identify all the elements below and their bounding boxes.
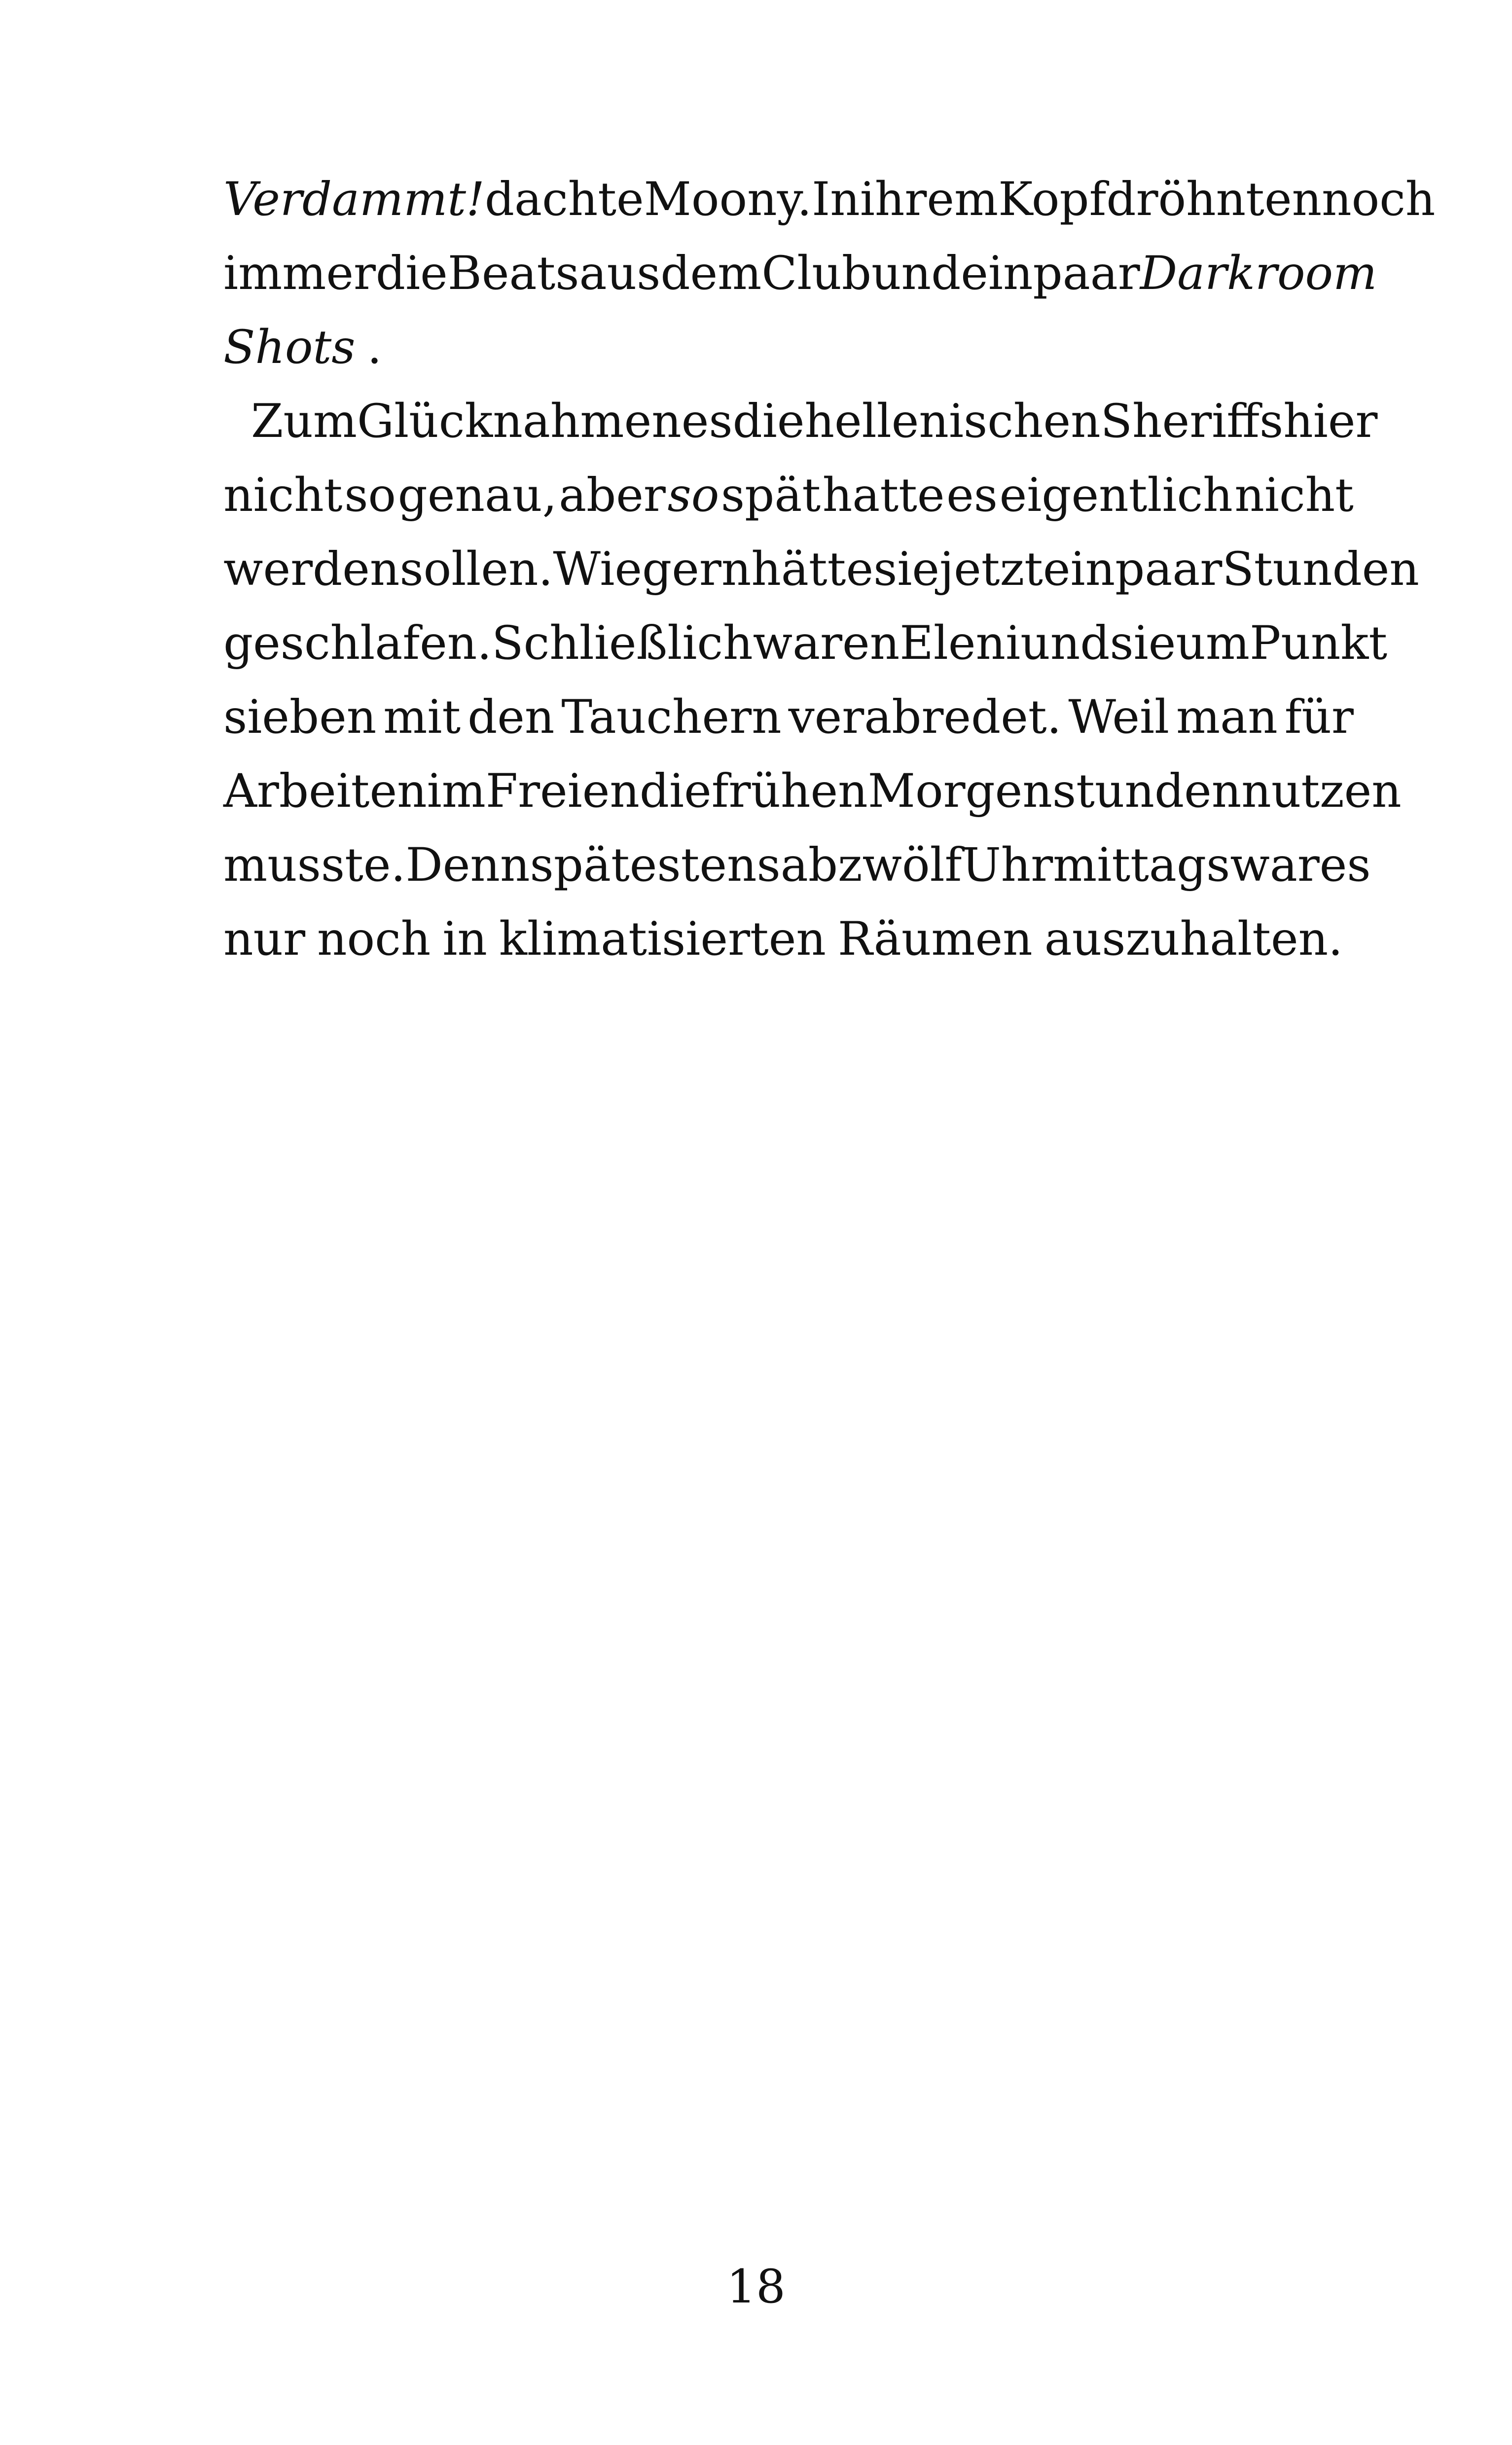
text-line (223, 311, 1354, 385)
word: spätestens (530, 838, 781, 892)
word: gern (642, 542, 752, 596)
word: Denn (405, 838, 530, 892)
word: ein (961, 247, 1033, 300)
word: frühen (711, 764, 868, 818)
word: es (1319, 838, 1371, 892)
word: und (1020, 616, 1110, 670)
word: sie (873, 542, 940, 596)
word: dröhnten (1106, 173, 1322, 226)
word: Zum (251, 395, 357, 448)
word: In (812, 173, 860, 226)
word: hätte (751, 542, 874, 596)
word: waren (753, 616, 900, 670)
word: mittags (1053, 838, 1230, 892)
page-number: 18 (726, 2260, 786, 2314)
word: immer (223, 247, 376, 300)
word: Club (761, 247, 872, 300)
word: so (344, 468, 396, 522)
word: um (1176, 616, 1250, 670)
word: und (871, 247, 961, 300)
word: sollen. (399, 542, 553, 596)
text-line (223, 828, 1371, 902)
word: Eleni (900, 616, 1021, 670)
word: hellenischen (804, 395, 1101, 448)
word: aber (559, 468, 666, 522)
word: im (427, 764, 486, 818)
word: hatte (822, 468, 945, 522)
word: die (639, 764, 712, 818)
word: nicht (1234, 468, 1354, 522)
word: jetzt (939, 542, 1043, 596)
text-line (223, 459, 1354, 533)
word: für (1284, 690, 1354, 744)
word: Uhr (962, 838, 1053, 892)
word: hier (1283, 395, 1378, 448)
word: ein (1043, 542, 1116, 596)
word-group (223, 311, 382, 385)
text-line (223, 755, 1402, 828)
word: verabredet. (788, 690, 1062, 744)
word: mit (383, 690, 461, 744)
word: dem (660, 247, 762, 300)
text-line (223, 237, 1377, 311)
word: die (375, 247, 448, 300)
word: nahmen (493, 395, 682, 448)
word: Sheriffs (1100, 395, 1284, 448)
word: dachte (484, 173, 644, 226)
word: sieben (223, 690, 377, 744)
word: Tauchern (561, 690, 782, 744)
punctuation: . (367, 321, 382, 374)
word: aus (579, 247, 661, 300)
word: spät (720, 468, 821, 522)
word: geschlafen. (223, 616, 492, 670)
word: es (946, 468, 998, 522)
word: so (667, 468, 720, 522)
word: Weil (1068, 690, 1170, 744)
word: Schließlich (492, 616, 753, 670)
word: Morgenstunden (867, 764, 1242, 818)
word: ab (780, 838, 838, 892)
word: Arbeiten (223, 764, 427, 818)
text-line (223, 163, 1436, 237)
text-line (223, 533, 1419, 607)
word: war (1230, 838, 1320, 892)
word: ihrem (860, 173, 999, 226)
word: paar (1033, 247, 1140, 300)
word: zwölf (838, 838, 962, 892)
word: Darkroom (1140, 247, 1377, 300)
word: noch (317, 912, 431, 966)
word: musste. (223, 838, 406, 892)
word: klimatisierten (499, 912, 826, 966)
word: Shots (223, 321, 356, 374)
word: es (681, 395, 733, 448)
word: werden (223, 542, 400, 596)
word: auszuhalten. (1044, 912, 1343, 966)
text-line (223, 607, 1388, 681)
word: Moony. (644, 173, 812, 226)
word: Freien (485, 764, 640, 818)
word: paar (1115, 542, 1223, 596)
word: in (442, 912, 487, 966)
text-line (223, 385, 1378, 459)
word: Punkt (1250, 616, 1388, 670)
word: noch (1322, 173, 1436, 226)
text-line (223, 681, 1354, 755)
word: Beats (447, 247, 579, 300)
word: den (468, 690, 555, 744)
text-line (223, 902, 1354, 976)
word: Räumen (837, 912, 1033, 966)
body-text (223, 163, 1436, 976)
word: sie (1110, 616, 1176, 670)
word: eigentlich (999, 468, 1233, 522)
word: Wie (553, 542, 643, 596)
word: Kopf (998, 173, 1107, 226)
word: Stunden (1222, 542, 1419, 596)
word: genau, (397, 468, 557, 522)
word: man (1176, 690, 1278, 744)
word: nicht (223, 468, 343, 522)
word: nutzen (1241, 764, 1402, 818)
word: Glück (357, 395, 493, 448)
word: nur (223, 912, 306, 966)
word: Verdammt! (223, 173, 485, 226)
word: die (732, 395, 805, 448)
